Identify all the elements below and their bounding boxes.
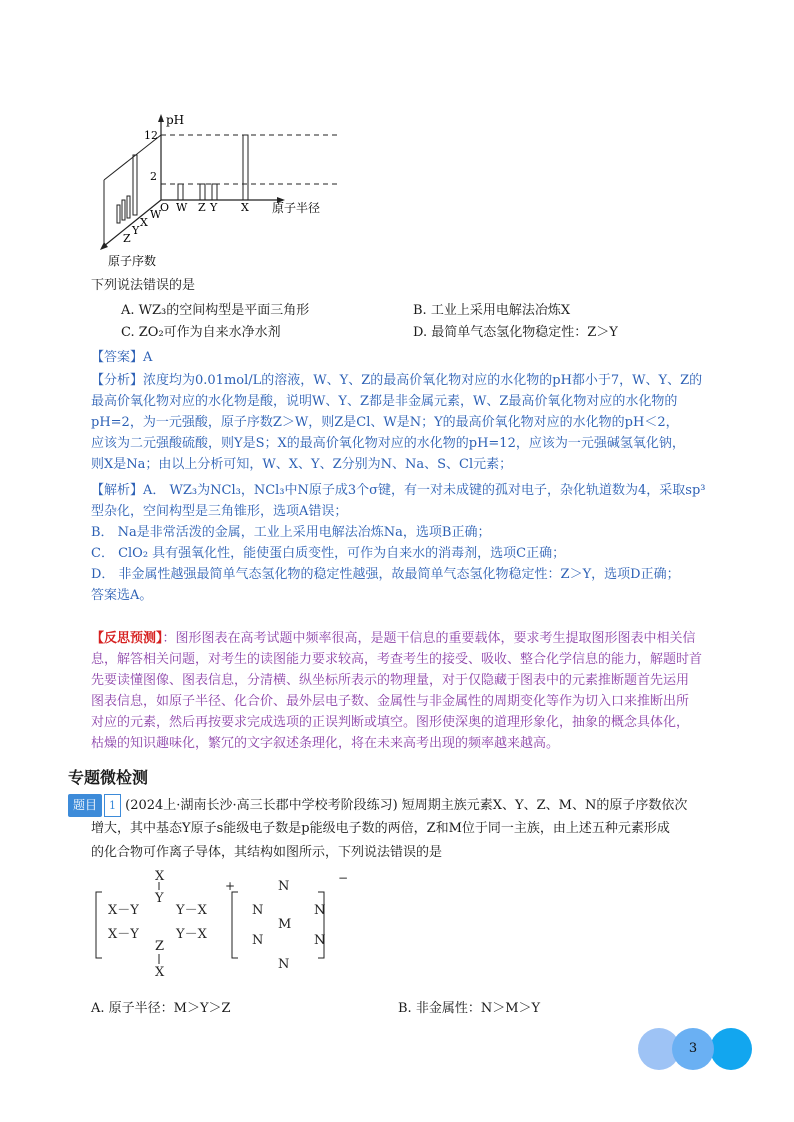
explanation-line: D． 非金属性越强最简单气态氢化物的稳定性越强，故最简单气态氢化物稳定性：Z＞Y，选项D正确；	[91, 567, 680, 582]
reflection-line: 对应的元素，然后再按要求完成选项的正误判断或填空。图形使深奥的道理形象化，抽象的概念具体化，	[91, 715, 690, 730]
option-c: C. ZO₂可作为自来水净水剂	[121, 325, 281, 340]
page-circle-number	[672, 1028, 714, 1070]
reflection-line: 息，解答相关问题，对考生的读图能力要求较高，考查考生的接受、吸收、整合化学信息的能力，解题时首	[91, 652, 703, 667]
option-b: B. 工业上采用电解法冶炼X	[413, 303, 571, 318]
svg-text:X: X	[155, 965, 165, 980]
svg-text:Y: Y	[155, 891, 164, 906]
x-tick-x: X	[241, 201, 249, 214]
reflection-line: 枯燥的知识趣味化，繁冗的文字叙述条理化，将在未来高考出现的频率越来越高。	[91, 736, 560, 751]
svg-text:Y－X: Y－X	[176, 903, 207, 918]
problem-line-1	[68, 794, 687, 817]
x-tick-z: Z	[198, 201, 206, 214]
z-axis-label: 原子序数	[108, 254, 157, 268]
svg-text:X－Y: X－Y	[108, 927, 139, 942]
reflection-line: ：图形图表在高考试题中频率很高，是题干信息的重要载体，要求考生提取图形图表中相关信	[162, 631, 696, 646]
y-tick-2: 2	[150, 170, 157, 183]
page-circle-dark	[710, 1028, 752, 1070]
svg-text:N: N	[278, 879, 290, 894]
svg-text:X－Y: X－Y	[108, 903, 139, 918]
answer: 【答案】A	[91, 350, 153, 365]
x-axis-label: 原子半径	[272, 201, 321, 215]
ph-radius-chart	[90, 110, 350, 275]
explanation-line: 【解析】A． WZ₃为NCl₃，NCl₃中N原子成3个σ键，有一对未成键的孤对电子，杂化轨道数为4，采取sp³	[91, 483, 706, 498]
origin-label: O	[160, 201, 170, 214]
explanation-line: 型杂化，空间构型是三角锥形，选项A错误；	[91, 504, 348, 519]
x-tick-w: W	[176, 201, 188, 214]
reflection-block	[91, 628, 702, 754]
analysis-line: 应该为二元强酸硫酸，则Y是S；X的最高价氧化物对应的水化物的pH=12，应该为一元强碱氢氧化钠，	[91, 436, 685, 451]
analysis-line: 【分析】浓度均为0.01mol/L的溶液，W、Y、Z的最高价氧化物对应的水化物的pH都小于7，W、Y、Z的	[91, 373, 703, 388]
svg-text:X: X	[155, 869, 165, 884]
svg-text:M: M	[278, 917, 292, 932]
z-tick-w: W	[150, 208, 162, 221]
svg-text:N: N	[278, 957, 290, 972]
problem-option-b: B. 非金属性：N＞M＞Y	[398, 1001, 541, 1016]
analysis-line: 则X是Na；由以上分析可知，W、X、Y、Z分别为N、Na、S、Cl元素；	[91, 457, 513, 472]
z-tick-z: Z	[123, 232, 131, 245]
problem-line-3: 的化合物可作离子导体，其结构如图所示，下列说法错误的是	[91, 845, 443, 860]
section-title: 专题微检测	[68, 768, 149, 787]
question-prompt: 下列说法错误的是	[91, 278, 196, 293]
problem-number: 1	[104, 794, 121, 817]
svg-text:−: −	[338, 871, 349, 885]
svg-text:N: N	[252, 903, 264, 918]
explanation-block	[91, 480, 706, 606]
analysis-line: pH=2，为一元强酸，原子序数Z＞W，则Z是Cl、W是N；Y的最高价氧化物对应的水化物的pH＜2，	[91, 415, 679, 430]
ion-structure-diagram	[90, 868, 360, 988]
z-tick-x: X	[140, 216, 148, 229]
problem-option-a: A. 原子半径：M＞Y＞Z	[91, 1001, 231, 1016]
explanation-line: B． Na是非常活泼的金属，工业上采用电解法冶炼Na，选项B正确；	[91, 525, 491, 540]
y-axis-label: pH	[166, 113, 185, 127]
svg-text:N: N	[314, 933, 326, 948]
explanation-line: C． ClO₂ 具有强氧化性，能使蛋白质变性，可作为自来水的消毒剂，选项C正确；	[91, 546, 566, 561]
x-tick-y: Y	[210, 201, 218, 214]
analysis-block	[91, 370, 702, 475]
svg-text:Z: Z	[155, 939, 165, 954]
y-tick-12: 12	[144, 129, 158, 142]
explanation-line: 答案选A。	[91, 588, 153, 603]
z-tick-y: Y	[132, 224, 140, 237]
reflection-label: 【反思预测】	[91, 631, 163, 646]
problem-line-2: 增大，其中基态Y原子s能级电子数是p能级电子数的两倍，Z和M位于同一主族，由上述五种元素形成	[91, 821, 670, 836]
analysis-line: 最高价氧化物对应的水化物是酸，说明W、Y、Z都是非金属元素，W、Z最高价氧化物对应的水化物的	[91, 394, 678, 409]
problem-badge: 题目	[68, 794, 102, 817]
option-a: A. WZ₃的空间构型是平面三角形	[121, 303, 310, 318]
reflection-line: 图表信息，如原子半径、化合价、最外层电子数、金属性与非金属性的周期变化等作为切入口来推断出所	[91, 694, 690, 709]
svg-text:Y－X: Y－X	[176, 927, 207, 942]
problem-text: (2024上·湖南长沙·高三长郡中学校考阶段练习) 短周期主族元素X、Y、Z、M、N的原子序数依次	[125, 798, 688, 813]
reflection-line: 先要读懂图像、图表信息，分清横、纵坐标所表示的物理量，对于仅隐藏于图表中的元素推断题首先运用	[91, 673, 690, 688]
svg-text:N: N	[252, 933, 264, 948]
svg-text:N: N	[314, 903, 326, 918]
svg-text:+: +	[225, 879, 236, 893]
page-number: 3	[688, 1041, 698, 1056]
option-d: D. 最简单气态氢化物稳定性：Z＞Y	[413, 325, 618, 340]
